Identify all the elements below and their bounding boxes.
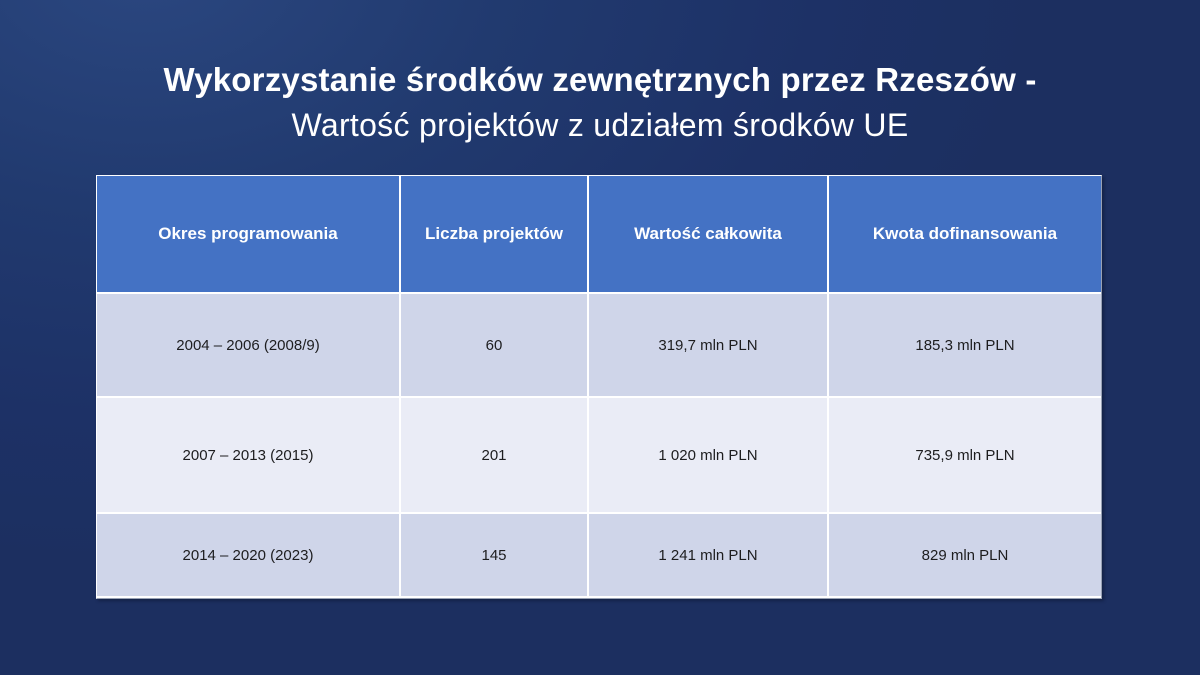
table-cell-funding-2014-2020: 829 mln PLN — [829, 514, 1101, 596]
column-header-okres-programowania: Okres programowania — [97, 176, 399, 292]
table-cell-funding-2007-2013: 735,9 mln PLN — [829, 398, 1101, 512]
table-cell-total-value-2004-2006: 319,7 mln PLN — [589, 294, 827, 396]
column-header-kwota-dofinansowania: Kwota dofinansowania — [829, 176, 1101, 292]
column-header-wartosc-calkowita: Wartość całkowita — [589, 176, 827, 292]
slide-title — [0, 57, 1200, 147]
table-cell-period-2014-2020: 2014 – 2020 (2023) — [97, 514, 399, 596]
table-cell-funding-2004-2006: 185,3 mln PLN — [829, 294, 1101, 396]
table-cell-total-value-2007-2013: 1 020 mln PLN — [589, 398, 827, 512]
table-cell-total-value-2014-2020: 1 241 mln PLN — [589, 514, 827, 596]
table-cell-period-2004-2006: 2004 – 2006 (2008/9) — [97, 294, 399, 396]
table-cell-projects-2004-2006: 60 — [401, 294, 587, 396]
funding-table — [96, 175, 1102, 599]
table-cell-projects-2014-2020: 145 — [401, 514, 587, 596]
slide-title-line1: Wykorzystanie środków zewnętrznych przez Rzeszów - — [163, 61, 1037, 98]
table-cell-period-2007-2013: 2007 – 2013 (2015) — [97, 398, 399, 512]
slide-title-line2: Wartość projektów z udziałem środków UE — [291, 107, 909, 143]
column-header-liczba-projektow: Liczba projektów — [401, 176, 587, 292]
table-cell-projects-2007-2013: 201 — [401, 398, 587, 512]
